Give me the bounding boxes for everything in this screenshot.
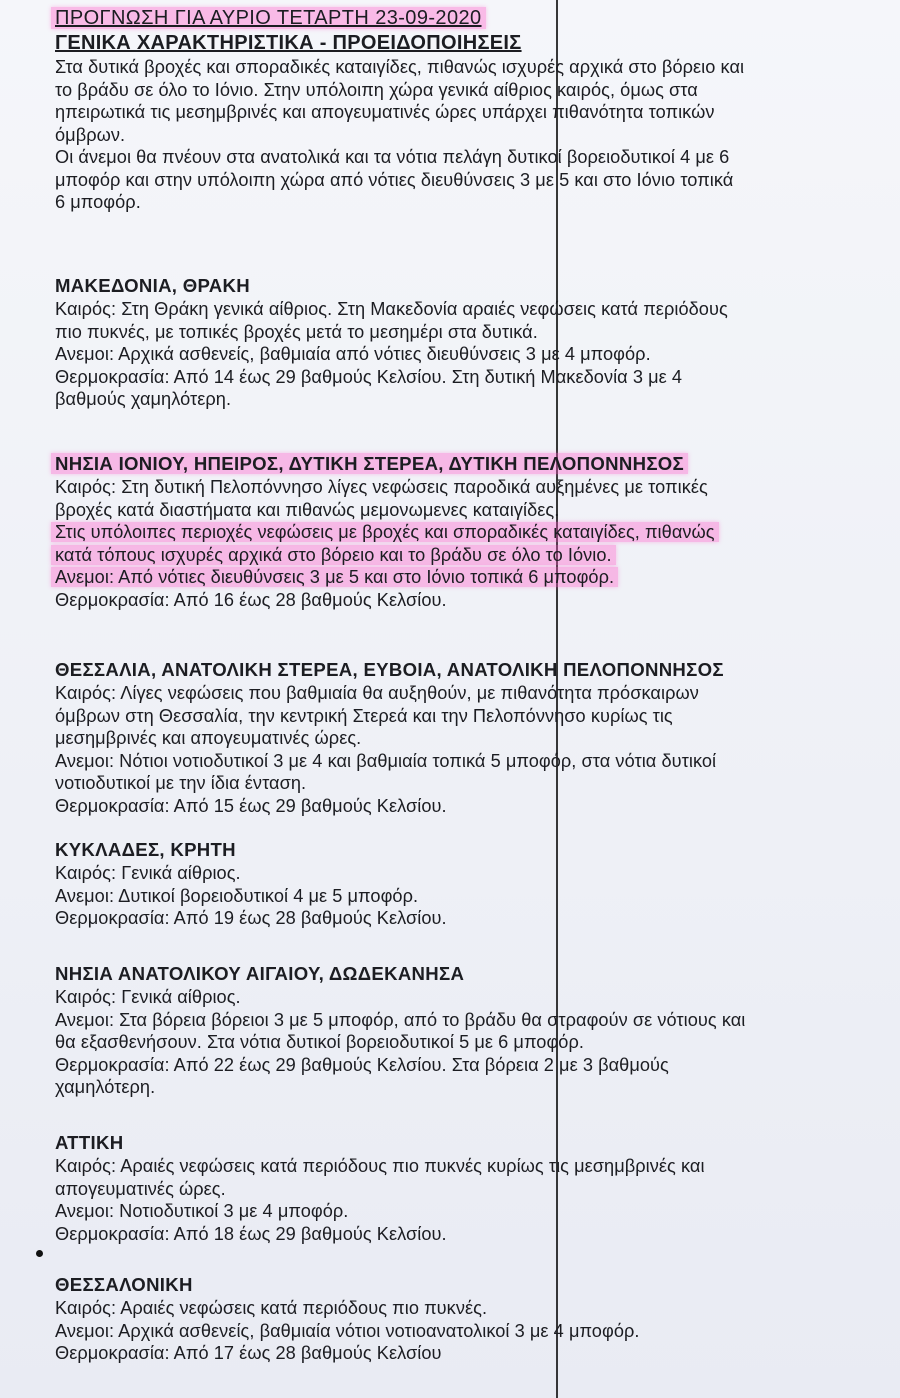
text-line: όμβρων. — [55, 124, 126, 145]
text-line: Θερμοκρασία: Από 16 έως 28 βαθμούς Κελσίου. — [55, 589, 447, 610]
region-section-east-aegean — [55, 962, 745, 1099]
region-title: ΑΤΤΙΚΗ — [55, 1132, 124, 1153]
text-line: μεσημβρινές και απογευματινές ώρες. — [55, 728, 362, 748]
region-section-cyclades — [55, 838, 447, 930]
highlighted-text-line: Ανεμοι: Από νότιες διευθύνσεις 3 με 5 και στο Ιόνιο τοπικά 6 μποφόρ. — [51, 567, 618, 587]
text-line: Ανεμοι: Νοτιοδυτικοί 3 με 4 μποφόρ. — [55, 1201, 349, 1221]
region-section-thessaloniki — [55, 1273, 639, 1365]
region-section-macedonia — [55, 274, 728, 411]
text-line: απογευματινές ώρες. — [55, 1178, 226, 1199]
text-line: Καιρός: Στη Θράκη γενικά αίθριος. Στη Μακεδονία αραιές νεφώσεις κατά περιόδους — [55, 299, 728, 319]
document-title: ΠΡΟΓΝΩΣΗ ΓΙΑ ΑΥΡΙΟ ΤΕΤΑΡΤΗ 23-09-2020 — [51, 7, 486, 29]
general-section — [55, 31, 744, 214]
text-line: βροχές κατά διαστήματα και πιθανώς μεμονωμενες καταιγίδες. — [55, 499, 560, 520]
text-line: Οι άνεμοι θα πνέουν στα ανατολικά και τα νότια πελάγη δυτικοί βορειοδυτικοί 4 με 6 — [55, 147, 730, 167]
text-line: Καιρός: Στη δυτική Πελοπόννησο λίγες νεφώσεις παροδικά αυξημένες με τοπικές — [55, 477, 708, 497]
text-line: Καιρός: Γενικά αίθριος. — [55, 863, 241, 883]
region-section-thessaly — [55, 658, 724, 817]
text-line: Καιρός: Αραιές νεφώσεις κατά περιόδους πιο πυκνές. — [55, 1298, 488, 1318]
ink-dot — [36, 1250, 43, 1257]
region-section-ionian — [55, 452, 719, 611]
text-line: Καιρός: Αραιές νεφώσεις κατά περιόδους πιο πυκνές κυρίως τις μεσημβρινές και — [55, 1156, 705, 1176]
text-line: Ανεμοι: Νότιοι νοτιοδυτικοί 3 με 4 και βαθμιαία τοπικά 5 μποφόρ, στα νότια δυτικοί — [55, 750, 717, 771]
text-line: ηπειρωτικά τις μεσημβρινές και απογευματινές ώρες υπάρχει πιθανότητα τοπικών — [55, 102, 715, 122]
document-title-block — [55, 6, 486, 30]
region-title: ΘΕΣΣΑΛΙΑ, ΑΝΑΤΟΛΙΚΗ ΣΤΕΡΕΑ, ΕΥΒΟΙΑ, ΑΝΑΤΟΛΙΚΗ ΠΕΛΟΠΟΝΝΗΣΟΣ — [55, 659, 724, 680]
text-line: μποφόρ και στην υπόλοιπη χώρα από νότιες διευθύνσεις 3 με 5 και στο Ιόνιο τοπικά — [55, 169, 734, 190]
text-line: Θερμοκρασία: Από 14 έως 29 βαθμούς Κελσίου. Στη δυτική Μακεδονία 3 με 4 — [55, 366, 683, 387]
text-line: Καιρός: Γενικά αίθριος. — [55, 987, 241, 1007]
text-line: το βράδυ σε όλο το Ιόνιο. Στην υπόλοιπη χώρα γενικά αίθριος καιρός, όμως στα — [55, 79, 698, 100]
text-line: Ανεμοι: Αρχικά ασθενείς, βαθμιαία από νότιες διευθύνσεις 3 με 4 μποφόρ. — [55, 344, 651, 364]
region-title: ΚΥΚΛΑΔΕΣ, ΚΡΗΤΗ — [55, 839, 236, 860]
region-title: ΝΗΣΙΑ ΑΝΑΤΟΛΙΚΟΥ ΑΙΓΑΙΟΥ, ΔΩΔΕΚΑΝΗΣΑ — [55, 963, 465, 984]
text-line: Θερμοκρασία: Από 15 έως 29 βαθμούς Κελσίου. — [55, 795, 447, 816]
text-line: Θερμοκρασία: Από 17 έως 28 βαθμούς Κελσίου — [55, 1343, 442, 1363]
text-line: θα εξασθενήσουν. Στα νότια δυτικοί βορειοδυτικοί 5 με 6 μποφόρ. — [55, 1032, 584, 1052]
text-line: πιο πυκνές, με τοπικές βροχές μετά το μεσημέρι στα δυτικά. — [55, 321, 538, 342]
region-title: ΜΑΚΕΔΟΝΙΑ, ΘΡΑΚΗ — [55, 275, 250, 296]
highlighted-text-line: κατά τόπους ισχυρές αρχικά στο βόρειο και το βράδυ σε όλο το Ιόνιο. — [51, 545, 616, 565]
text-line: Θερμοκρασία: Από 19 έως 28 βαθμούς Κελσίου. — [55, 908, 447, 928]
text-line: Θερμοκρασία: Από 22 έως 29 βαθμούς Κελσίου. Στα βόρεια 2 με 3 βαθμούς — [55, 1054, 669, 1075]
text-line: Θερμοκρασία: Από 18 έως 29 βαθμούς Κελσίου. — [55, 1223, 447, 1244]
general-text — [55, 56, 744, 214]
text-line: Στα δυτικά βροχές και σποραδικές καταιγίδες, πιθανώς ισχυρές αρχικά στο βόρειο και — [55, 57, 745, 77]
highlighted-text-line: Στις υπόλοιπες περιοχές νεφώσεις με βροχές και σποραδικές καταιγίδες, πιθανώς — [51, 522, 719, 542]
text-line: βαθμούς χαμηλότερη. — [55, 389, 232, 409]
text-line: Ανεμοι: Δυτικοί βορειοδυτικοί 4 με 5 μποφόρ. — [55, 885, 419, 906]
region-title: ΘΕΣΣΑΛΟΝΙΚΗ — [55, 1274, 193, 1295]
text-line: Καιρός: Λίγες νεφώσεις που βαθμιαία θα αυξηθούν, με πιθανότητα πρόσκαιρων — [55, 683, 699, 703]
region-section-attica — [55, 1131, 705, 1245]
text-line: Ανεμοι: Αρχικά ασθενείς, βαθμιαία νότιοι νοτιοανατολικοί 3 με 4 μποφόρ. — [55, 1320, 640, 1341]
text-line: νοτιοδυτικοί με την ίδια ένταση. — [55, 773, 307, 793]
text-line: όμβρων στη Θεσσαλία, την κεντρική Στερεά και την Πελοπόννησο κυρίως τις — [55, 705, 673, 726]
region-title: ΝΗΣΙΑ ΙΟΝΙΟΥ, ΗΠΕΙΡΟΣ, ΔΥΤΙΚΗ ΣΤΕΡΕΑ, ΔΥΤΙΚΗ ΠΕΛΟΠΟΝΝΗΣΟΣ — [51, 453, 688, 474]
text-line: 6 μποφόρ. — [55, 192, 141, 212]
text-line: Ανεμοι: Στα βόρεια βόρειοι 3 με 5 μποφόρ, από το βράδυ θα στραφούν σε νότιους και — [55, 1009, 746, 1030]
text-line: χαμηλότερη. — [55, 1077, 156, 1097]
section-title-general: ΓΕΝΙΚΑ ΧΑΡΑΚΤΗΡΙΣΤΙΚΑ - ΠΡΟΕΙΔΟΠΟΙΗΣΕΙΣ — [55, 32, 522, 54]
